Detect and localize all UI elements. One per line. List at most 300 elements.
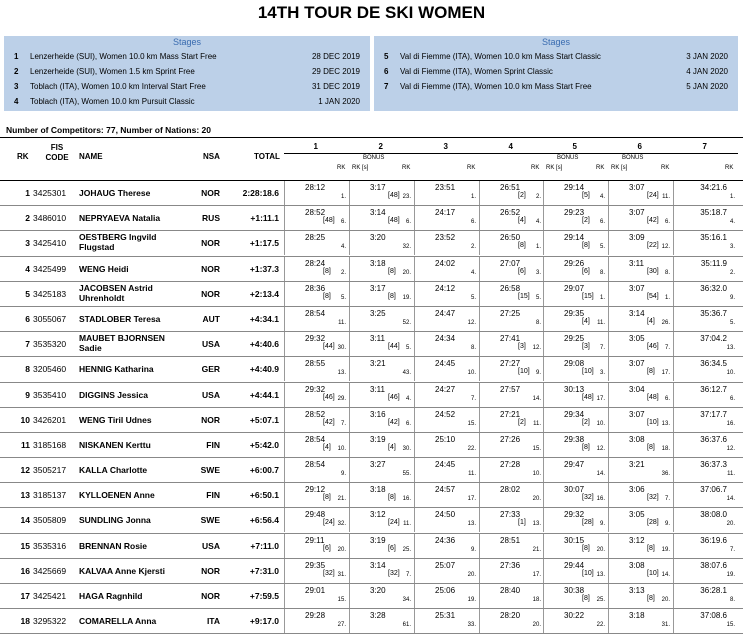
stage-time: 29:01 <box>305 586 326 595</box>
stage-rank: 16. <box>726 420 735 427</box>
row-rank: 9 <box>25 389 30 400</box>
bonus-sub-label: RK [s] <box>611 165 628 171</box>
results-table <box>0 181 743 634</box>
stage-rank: 11. <box>533 420 541 427</box>
stage-result-cell <box>543 508 609 532</box>
row-nation: FIN <box>206 439 220 450</box>
stage-time: 26:52 <box>500 208 521 218</box>
stage-time: 26:51 <box>500 183 521 192</box>
row-nation: NOR <box>201 238 220 249</box>
stage-rank: 15. <box>467 420 476 427</box>
table-row <box>0 357 743 382</box>
stage-result-cell <box>479 307 545 331</box>
stage-result-cell <box>543 534 609 558</box>
stage-result-cell <box>543 181 609 205</box>
stage-result-cell <box>414 383 480 407</box>
stage-rank: 19. <box>402 294 411 301</box>
row-total-time: +9:17.0 <box>249 616 279 627</box>
stage-time: 29:34 <box>564 409 585 419</box>
stage-time: 28:54 <box>305 308 326 318</box>
row-nation: NOR <box>201 591 220 601</box>
stage-time: 29:38 <box>564 434 585 444</box>
stage-result-cell <box>479 181 545 205</box>
stage-result-cell <box>673 181 739 205</box>
stage-number: 3 <box>14 82 19 91</box>
stage-time: 24:36 <box>435 535 456 545</box>
stage-result-cell <box>673 231 739 255</box>
stage-result-cell <box>673 307 739 331</box>
stage-time: 24:45 <box>435 460 456 470</box>
row-nation: NOR <box>201 288 220 299</box>
stage-result-cell <box>349 559 415 583</box>
stage-result-cell <box>673 609 739 633</box>
stage-rank: 5. <box>405 345 411 352</box>
bonus-seconds: [8] <box>647 443 655 451</box>
stage-result-cell <box>608 206 674 230</box>
stage-rank: 12. <box>467 319 476 326</box>
stage-column-number: 5 <box>572 142 577 151</box>
table-row <box>0 383 743 408</box>
stage-rank: 20. <box>532 496 541 503</box>
stage-description: Val di Fiemme (ITA), Women 10.0 km Mass Start Classic <box>400 52 601 61</box>
stage-result-cell <box>479 357 545 381</box>
bonus-seconds: [32] <box>647 494 659 502</box>
stage-number: 4 <box>14 97 19 106</box>
stage-rank: 18. <box>661 445 670 452</box>
stage-rank: 7. <box>664 345 670 352</box>
stage-result-cell <box>349 408 415 432</box>
stage-result-cell <box>284 408 350 432</box>
stage-result-cell <box>349 282 415 306</box>
stage-time: 27:41 <box>500 334 521 344</box>
stage-rank: 30. <box>402 445 411 452</box>
rk-sub-label: RK <box>337 165 346 171</box>
stage-time: 29:23 <box>564 208 585 218</box>
stage-rank: 3. <box>535 269 541 276</box>
row-rank: 17 <box>20 591 30 601</box>
stage-date: 3 JAN 2020 <box>686 52 728 61</box>
stage-rank: 15. <box>337 597 346 603</box>
rk-sub-label: RK <box>467 165 476 171</box>
stage-time: 38:08.0 <box>700 510 727 520</box>
stage-rank: 14. <box>726 496 735 503</box>
row-rank: 7 <box>25 339 30 350</box>
stage-time: 3:07 <box>629 283 645 293</box>
stages-panel-left <box>4 36 370 111</box>
table-row <box>0 584 743 609</box>
bonus-seconds: [42] <box>323 418 335 426</box>
stage-time: 25:07 <box>435 560 456 570</box>
stage-rank: 14. <box>596 471 605 478</box>
stage-rank: 20. <box>337 546 346 553</box>
stage-rank: 32. <box>402 244 411 251</box>
table-row <box>0 433 743 458</box>
stage-rank: 1. <box>340 194 346 200</box>
stage-description: Toblach (ITA), Women 10.0 km Interval Start Free <box>30 82 206 91</box>
stage-time: 27:57 <box>500 384 521 394</box>
table-row <box>0 534 743 559</box>
stage-result-cell <box>608 383 674 407</box>
stage-time: 34:21.6 <box>700 183 727 192</box>
bonus-seconds: [48] <box>388 192 400 199</box>
stage-time: 3:25 <box>370 308 386 318</box>
stage-time: 3:11 <box>370 384 385 394</box>
row-total-time: +1:11.1 <box>250 213 279 224</box>
stage-result-cell <box>608 282 674 306</box>
stage-time: 3:17 <box>370 283 386 293</box>
stage-time: 3:11 <box>629 258 644 268</box>
bonus-seconds: [4] <box>582 317 590 325</box>
stage-time: 29:32 <box>305 384 326 394</box>
stage-date: 5 JAN 2020 <box>686 82 728 91</box>
stage-rank: 34. <box>402 597 411 603</box>
row-athlete-name: WENG Tiril Udnes <box>79 414 152 425</box>
stage-rank: 55. <box>402 471 411 478</box>
stage-number: 5 <box>384 52 389 61</box>
stage-result-cell <box>543 231 609 255</box>
row-nation: FIN <box>206 490 220 501</box>
stage-time: 24:12 <box>435 283 456 293</box>
stage-result-cell <box>414 307 480 331</box>
stage-result-cell <box>414 357 480 381</box>
table-header <box>0 139 743 179</box>
stage-result-cell <box>414 458 480 482</box>
stage-time: 29:25 <box>564 334 585 344</box>
row-athlete-name: OESTBERG Ingvild Flugstad <box>79 232 157 253</box>
stage-time: 28:24 <box>305 258 326 268</box>
bonus-seconds: [4] <box>647 317 655 325</box>
bonus-seconds: [44] <box>323 343 335 351</box>
stage-description: Val di Fiemme (ITA), Women 10.0 km Mass Start Free <box>400 82 592 91</box>
stage-time: 27:27 <box>500 359 521 369</box>
stage-rank: 11. <box>338 319 346 326</box>
bonus-seconds: [46] <box>647 343 659 351</box>
stage-time: 36:37.3 <box>700 460 727 470</box>
stage-time: 3:18 <box>370 258 386 268</box>
stage-result-cell <box>349 181 415 205</box>
stage-time: 37:17.7 <box>700 409 727 419</box>
stage-result-cell <box>349 307 415 331</box>
bonus-seconds: [4] <box>323 443 331 451</box>
stage-result-cell <box>673 257 739 281</box>
row-athlete-name: KYLLOENEN Anne <box>79 490 155 501</box>
stage-rank: 4. <box>405 395 411 402</box>
stage-column-rule <box>608 153 673 154</box>
stage-rank: 13. <box>337 370 346 377</box>
stage-result-cell <box>543 483 609 507</box>
stage-time: 29:44 <box>564 560 585 570</box>
stage-result-cell <box>673 332 739 356</box>
bonus-seconds: [15] <box>518 292 530 300</box>
stage-time: 26:50 <box>500 233 521 243</box>
stage-description: Val di Fiemme (ITA), Women Sprint Classic <box>400 67 553 76</box>
table-row <box>0 559 743 584</box>
row-nation: AUT <box>202 313 220 324</box>
stage-result-cell <box>349 483 415 507</box>
stage-result-cell <box>543 206 609 230</box>
stage-rank: 12. <box>532 345 541 352</box>
stage-rank: 17. <box>661 370 670 377</box>
stage-time: 35:16.1 <box>700 233 727 243</box>
stage-time: 29:14 <box>564 183 585 192</box>
stage-result-cell <box>284 282 350 306</box>
rk-sub-label: RK <box>402 165 411 171</box>
stage-time: 27:33 <box>500 510 521 520</box>
stage-result-cell <box>414 508 480 532</box>
stage-time: 29:12 <box>305 485 326 495</box>
stage-rank: 18. <box>532 597 541 603</box>
stage-row <box>374 79 738 94</box>
stage-time: 27:25 <box>500 308 521 318</box>
stage-rank: 9. <box>470 546 476 553</box>
bonus-seconds: [30] <box>647 267 659 275</box>
stage-result-cell <box>608 483 674 507</box>
header-nsa: NSA <box>203 152 220 161</box>
row-fis-code: 3425183 <box>33 288 67 299</box>
bonus-seconds: [48] <box>647 393 659 401</box>
row-nation: NOR <box>201 188 220 198</box>
row-fis-code: 3185137 <box>33 490 67 501</box>
stage-rank: 1. <box>599 294 605 301</box>
row-nation: USA <box>202 339 220 350</box>
row-total-time: +4:34.1 <box>249 313 279 324</box>
row-total-time: +4:40.9 <box>249 364 279 375</box>
stage-rank: 1. <box>535 244 541 251</box>
stage-rank: 19. <box>726 571 735 578</box>
stage-rank: 33. <box>467 622 476 629</box>
row-nation: NOR <box>201 263 220 274</box>
stage-rank: 22. <box>467 445 476 452</box>
stage-rank: 7. <box>664 496 670 503</box>
stage-result-cell <box>479 282 545 306</box>
stage-result-cell <box>414 433 480 457</box>
stage-time: 28:54 <box>305 460 326 470</box>
stage-result-cell <box>608 181 674 205</box>
row-rank: 12 <box>20 465 30 476</box>
stage-time: 29:26 <box>564 258 585 268</box>
stage-time: 23:52 <box>435 233 456 243</box>
stage-result-cell <box>284 332 350 356</box>
bonus-seconds: [8] <box>388 494 396 502</box>
bonus-seconds: [6] <box>388 544 396 552</box>
stage-time: 3:18 <box>370 485 386 495</box>
row-fis-code: 3486010 <box>33 213 67 224</box>
stage-time: 3:04 <box>629 384 645 394</box>
stage-rank: 13. <box>532 521 541 528</box>
stage-time: 3:08 <box>629 434 645 444</box>
row-fis-code: 3425421 <box>33 591 67 601</box>
stage-time: 28:02 <box>500 485 521 495</box>
row-total-time: 2:28:18.6 <box>242 188 279 198</box>
header-top-rule <box>0 137 743 138</box>
stage-time: 37:04.2 <box>700 334 727 344</box>
stage-result-cell <box>608 584 674 608</box>
stage-time: 36:34.5 <box>700 359 727 369</box>
stage-time: 26:58 <box>500 283 521 293</box>
bonus-seconds: [4] <box>388 443 396 451</box>
row-fis-code: 3425669 <box>33 565 67 576</box>
stage-result-cell <box>543 282 609 306</box>
bonus-seconds: [2] <box>518 418 526 426</box>
rk-sub-label: RK <box>661 165 670 171</box>
stage-time: 24:17 <box>435 208 456 218</box>
stage-result-cell <box>608 609 674 633</box>
stage-result-cell <box>284 181 350 205</box>
bonus-seconds: [8] <box>388 292 396 300</box>
stage-result-cell <box>349 357 415 381</box>
stage-time: 3:16 <box>370 409 386 419</box>
bonus-seconds: [8] <box>323 494 331 502</box>
stage-rank: 11. <box>403 521 411 528</box>
stage-result-cell <box>673 458 739 482</box>
stage-rank: 21. <box>337 496 346 503</box>
stage-result-cell <box>284 559 350 583</box>
row-total-time: +4:44.1 <box>249 389 279 400</box>
row-fis-code: 3535316 <box>33 540 67 551</box>
stage-result-cell <box>284 508 350 532</box>
stage-result-cell <box>284 534 350 558</box>
stage-time: 3:19 <box>370 535 386 545</box>
stage-column-number: 4 <box>508 142 513 151</box>
bonus-seconds: [48] <box>582 393 594 401</box>
bonus-label: BONUS <box>363 155 385 161</box>
stage-rank: 11. <box>597 319 605 326</box>
bonus-seconds: [2] <box>582 217 590 225</box>
row-fis-code: 3425410 <box>33 238 67 249</box>
stage-time: 3:07 <box>629 359 645 369</box>
stage-time: 35:18.7 <box>700 208 727 218</box>
stage-result-cell <box>349 383 415 407</box>
stage-rank: 7. <box>729 546 735 553</box>
row-nation: SWE <box>200 465 220 476</box>
stage-rank: 20. <box>402 269 411 276</box>
stage-result-cell <box>414 534 480 558</box>
stage-time: 3:14 <box>370 208 386 218</box>
stage-rank: 6. <box>664 395 670 402</box>
row-athlete-name: JOHAUG Therese <box>79 188 151 198</box>
row-nation: NOR <box>201 565 220 576</box>
stage-result-cell <box>543 458 609 482</box>
stage-time: 36:19.6 <box>700 535 727 545</box>
stage-description: Lenzerheide (SUI), Women 10.0 km Mass Start Free <box>30 52 217 61</box>
stage-result-cell <box>284 357 350 381</box>
stage-time: 30:22 <box>564 611 585 621</box>
stage-result-cell <box>673 282 739 306</box>
row-fis-code: 3185168 <box>33 439 67 450</box>
stage-time: 28:54 <box>305 434 326 444</box>
stages-heading: Stages <box>541 37 571 47</box>
stage-result-cell <box>414 332 480 356</box>
stage-time: 3:27 <box>370 460 386 470</box>
stage-rank: 3. <box>729 244 735 251</box>
stage-rank: 30. <box>337 345 346 352</box>
bonus-seconds: [46] <box>323 393 335 401</box>
stage-row <box>4 64 370 79</box>
stage-result-cell <box>349 257 415 281</box>
stage-row <box>374 49 738 64</box>
stage-time: 29:08 <box>564 359 585 369</box>
bonus-seconds: [3] <box>582 343 590 351</box>
table-row <box>0 609 743 634</box>
row-athlete-name: NISKANEN Kerttu <box>79 439 151 450</box>
stage-rank: 11. <box>662 194 670 200</box>
row-total-time: +1:17.5 <box>249 238 279 249</box>
row-total-time: +4:40.6 <box>249 339 279 350</box>
stage-rank: 17. <box>532 571 541 578</box>
stage-result-cell <box>479 534 545 558</box>
stage-result-cell <box>284 433 350 457</box>
stage-number: 1 <box>14 52 19 61</box>
row-nation: SWE <box>200 515 220 526</box>
row-total-time: +7:59.5 <box>249 591 279 601</box>
bonus-seconds: [8] <box>323 292 331 300</box>
stage-result-cell <box>608 332 674 356</box>
bonus-seconds: [8] <box>582 544 590 552</box>
stage-result-cell <box>673 508 739 532</box>
stage-rank: 61. <box>402 622 411 629</box>
stage-result-cell <box>479 433 545 457</box>
stage-rank: 9. <box>599 521 605 528</box>
stage-time: 29:07 <box>564 283 585 293</box>
row-fis-code: 3055067 <box>33 313 67 324</box>
stage-result-cell <box>349 508 415 532</box>
stage-time: 3:05 <box>629 334 645 344</box>
stage-time: 24:52 <box>435 409 456 419</box>
stage-time: 28:55 <box>305 359 326 369</box>
stage-result-cell <box>414 231 480 255</box>
stage-time: 29:35 <box>564 308 585 318</box>
header-fis-code: FIS CODE <box>45 143 69 162</box>
row-fis-code: 3535320 <box>33 339 67 350</box>
stage-result-cell <box>414 257 480 281</box>
stage-rank: 6. <box>405 420 411 427</box>
row-nation: NOR <box>201 414 220 425</box>
stage-result-cell <box>284 206 350 230</box>
stage-time: 23:51 <box>435 183 456 192</box>
stage-time: 29:32 <box>305 334 326 344</box>
header-total: TOTAL <box>254 152 280 161</box>
bonus-seconds: [32] <box>323 569 335 577</box>
stage-column-rule <box>284 153 349 154</box>
bonus-seconds: [32] <box>388 569 400 577</box>
stage-number: 7 <box>384 82 389 91</box>
stage-result-cell <box>608 559 674 583</box>
stage-time: 29:14 <box>564 233 585 243</box>
stage-time: 28:51 <box>500 535 521 545</box>
row-rank: 6 <box>25 313 30 324</box>
stage-column-number: 6 <box>637 142 642 151</box>
stage-rank: 20. <box>726 521 735 528</box>
stage-time: 29:35 <box>305 560 326 570</box>
stage-time: 29:47 <box>564 460 585 470</box>
stage-time: 24:45 <box>435 359 456 369</box>
rk-sub-label: RK <box>725 165 734 171</box>
bonus-seconds: [42] <box>388 418 400 426</box>
stage-time: 27:21 <box>500 409 521 419</box>
stage-result-cell <box>284 458 350 482</box>
stage-rank: 21. <box>532 546 541 553</box>
stage-result-cell <box>543 408 609 432</box>
stage-time: 27:36 <box>500 560 521 570</box>
bonus-seconds: [8] <box>582 242 590 250</box>
stage-description: Toblach (ITA), Women 10.0 km Pursuit Classic <box>30 97 195 106</box>
bonus-seconds: [1] <box>518 519 526 527</box>
stage-rank: 13. <box>661 420 670 427</box>
stage-time: 3:06 <box>629 485 645 495</box>
stage-rank: 12. <box>661 244 670 251</box>
stage-result-cell <box>608 231 674 255</box>
stage-rank: 6. <box>340 219 346 226</box>
